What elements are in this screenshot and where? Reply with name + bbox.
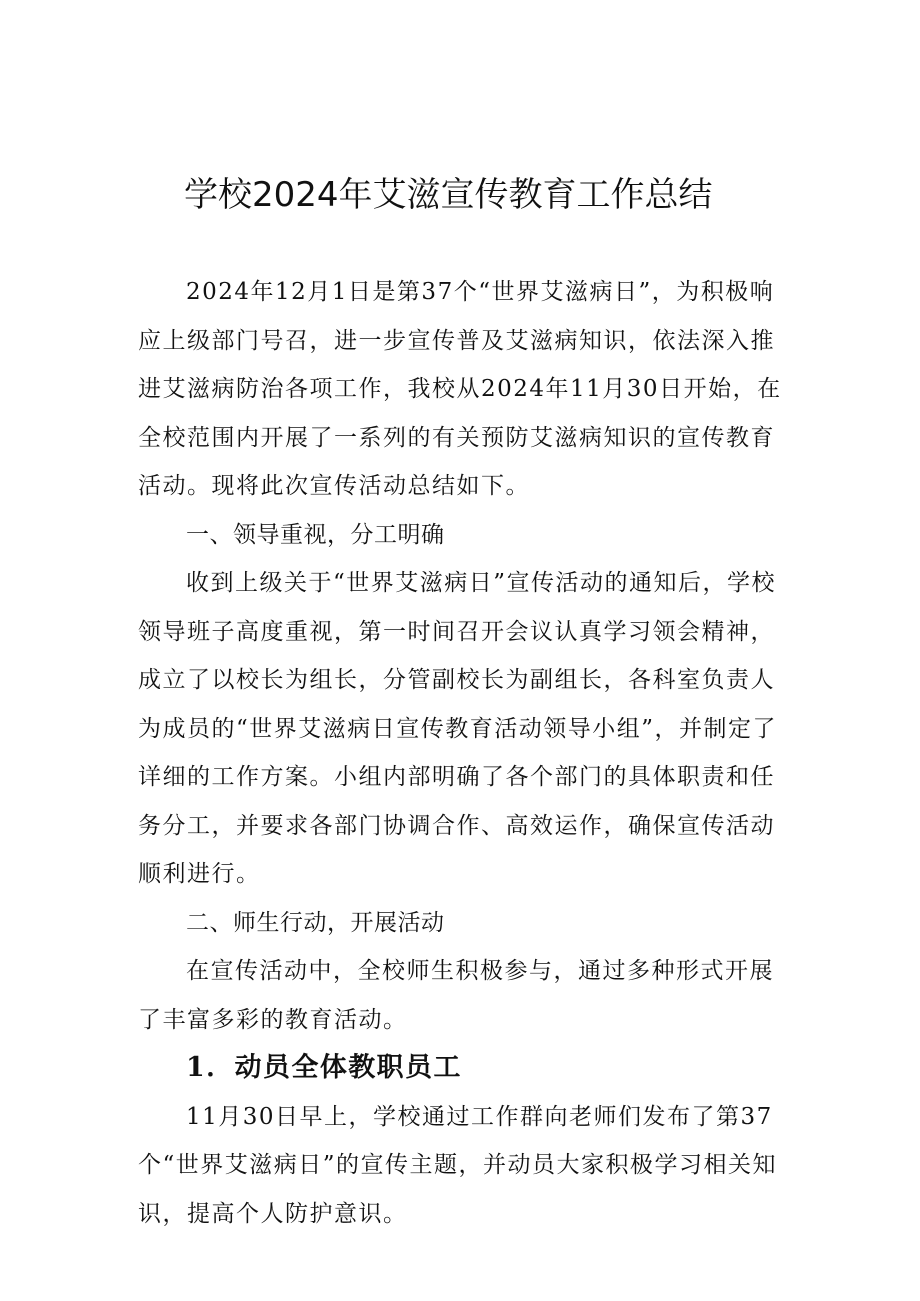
subsection-paragraph-staff: 11月30日早上，学校通过工作群向老师们发布了第37个“世界艾滋病日”的宣传主题，并动员大家积极学习相关知识，提高个人防护意识。 <box>138 1103 778 1227</box>
section-paragraph-leadership: 收到上级关于“世界艾滋病日”宣传活动的通知后，学校领导班子高度重视，第一时间召开会议认真学习领会精神，成立了以校长为组长，分管副校长为副组长，各科室负责人为成员的“世界艾滋病日宣传教育活动领导小组”，并制定了详细的工作方案。小组内部明确了各个部门的具体职责和任务分工，并要求各部门协调合作、高效运作，确保宣传活动顺利进行。 <box>138 570 778 887</box>
document-title: 学校2024年艾滋宣传教育工作总结 <box>184 175 713 215</box>
section-paragraph-activities: 在宣传活动中，全校师生积极参与，通过多种形式开展了丰富多彩的教育活动。 <box>138 958 774 1033</box>
intro-paragraph: 2024年12月1日是第37个“世界艾滋病日”，为积极响应上级部门号召，进一步宣传普及艾滋病知识，依法深入推进艾滋病防治各项工作，我校从2024年11月30日开始，在全校范围内开展了一系列的有关预防艾滋病知识的宣传教育活动。现将此次宣传活动总结如下。 <box>138 279 782 499</box>
section-heading-leadership: 一、领导重视，分工明确 <box>186 521 445 548</box>
document-body <box>138 268 790 1238</box>
subsection-heading-staff: 1．动员全体教职员工 <box>186 1052 462 1083</box>
section-heading-activities: 二、师生行动，开展活动 <box>186 909 445 936</box>
